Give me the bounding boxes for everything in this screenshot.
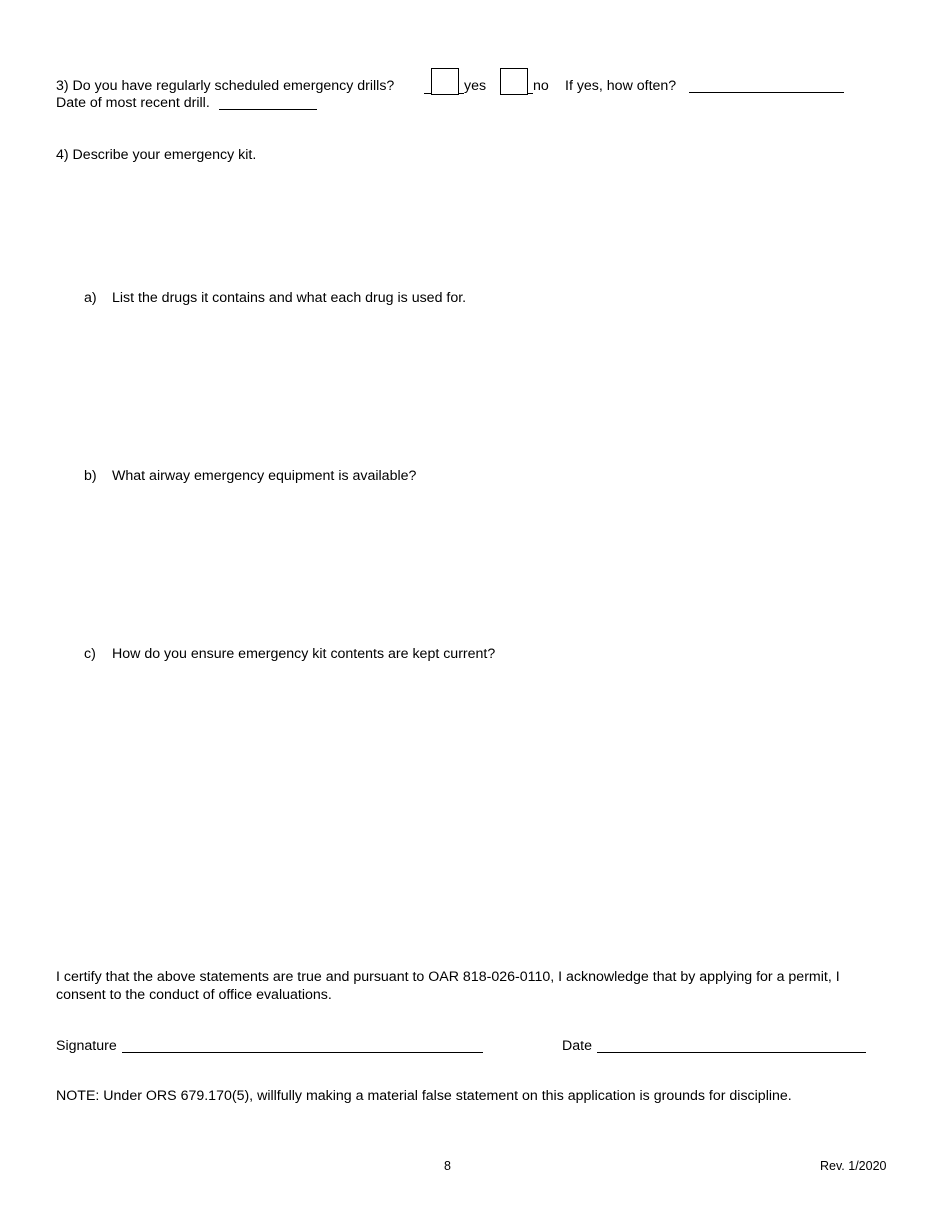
no-label: no xyxy=(533,78,549,94)
yes-label: yes xyxy=(464,78,487,94)
q4b-text: What airway emergency equipment is available? xyxy=(112,468,417,484)
discipline-note: NOTE: Under ORS 679.170(5), willfully making a material false statement on this application is grounds for discipline. xyxy=(56,1088,792,1104)
yes-checkbox[interactable] xyxy=(431,68,459,95)
drill-date-field[interactable] xyxy=(219,109,317,110)
revision-label: Rev. 1/2020 xyxy=(820,1159,887,1173)
no-checkbox[interactable] xyxy=(500,68,528,95)
certification-line-2: consent to the conduct of office evaluations. xyxy=(56,987,332,1003)
certification-line-1: I certify that the above statements are true and pursuant to OAR 818-026-0110, I acknowledge that by applying for a permit, I xyxy=(56,969,840,985)
signature-label: Signature xyxy=(56,1038,117,1054)
how-often-field[interactable] xyxy=(689,92,844,93)
q4-question: 4) Describe your emergency kit. xyxy=(56,147,257,163)
date-field[interactable] xyxy=(597,1052,866,1053)
signature-field[interactable] xyxy=(122,1052,483,1053)
page-number: 8 xyxy=(444,1159,451,1173)
how-often-label: If yes, how often? xyxy=(565,78,677,94)
q4a-marker: a) xyxy=(84,290,97,306)
date-label: Date xyxy=(562,1038,592,1054)
q4a-text: List the drugs it contains and what each drug is used for. xyxy=(112,290,467,306)
q4c-text: How do you ensure emergency kit contents are kept current? xyxy=(112,646,496,662)
q3-question: 3) Do you have regularly scheduled emergency drills? xyxy=(56,78,395,94)
q4c-marker: c) xyxy=(84,646,96,662)
q4b-marker: b) xyxy=(84,468,97,484)
drill-date-label: Date of most recent drill. xyxy=(56,95,210,111)
